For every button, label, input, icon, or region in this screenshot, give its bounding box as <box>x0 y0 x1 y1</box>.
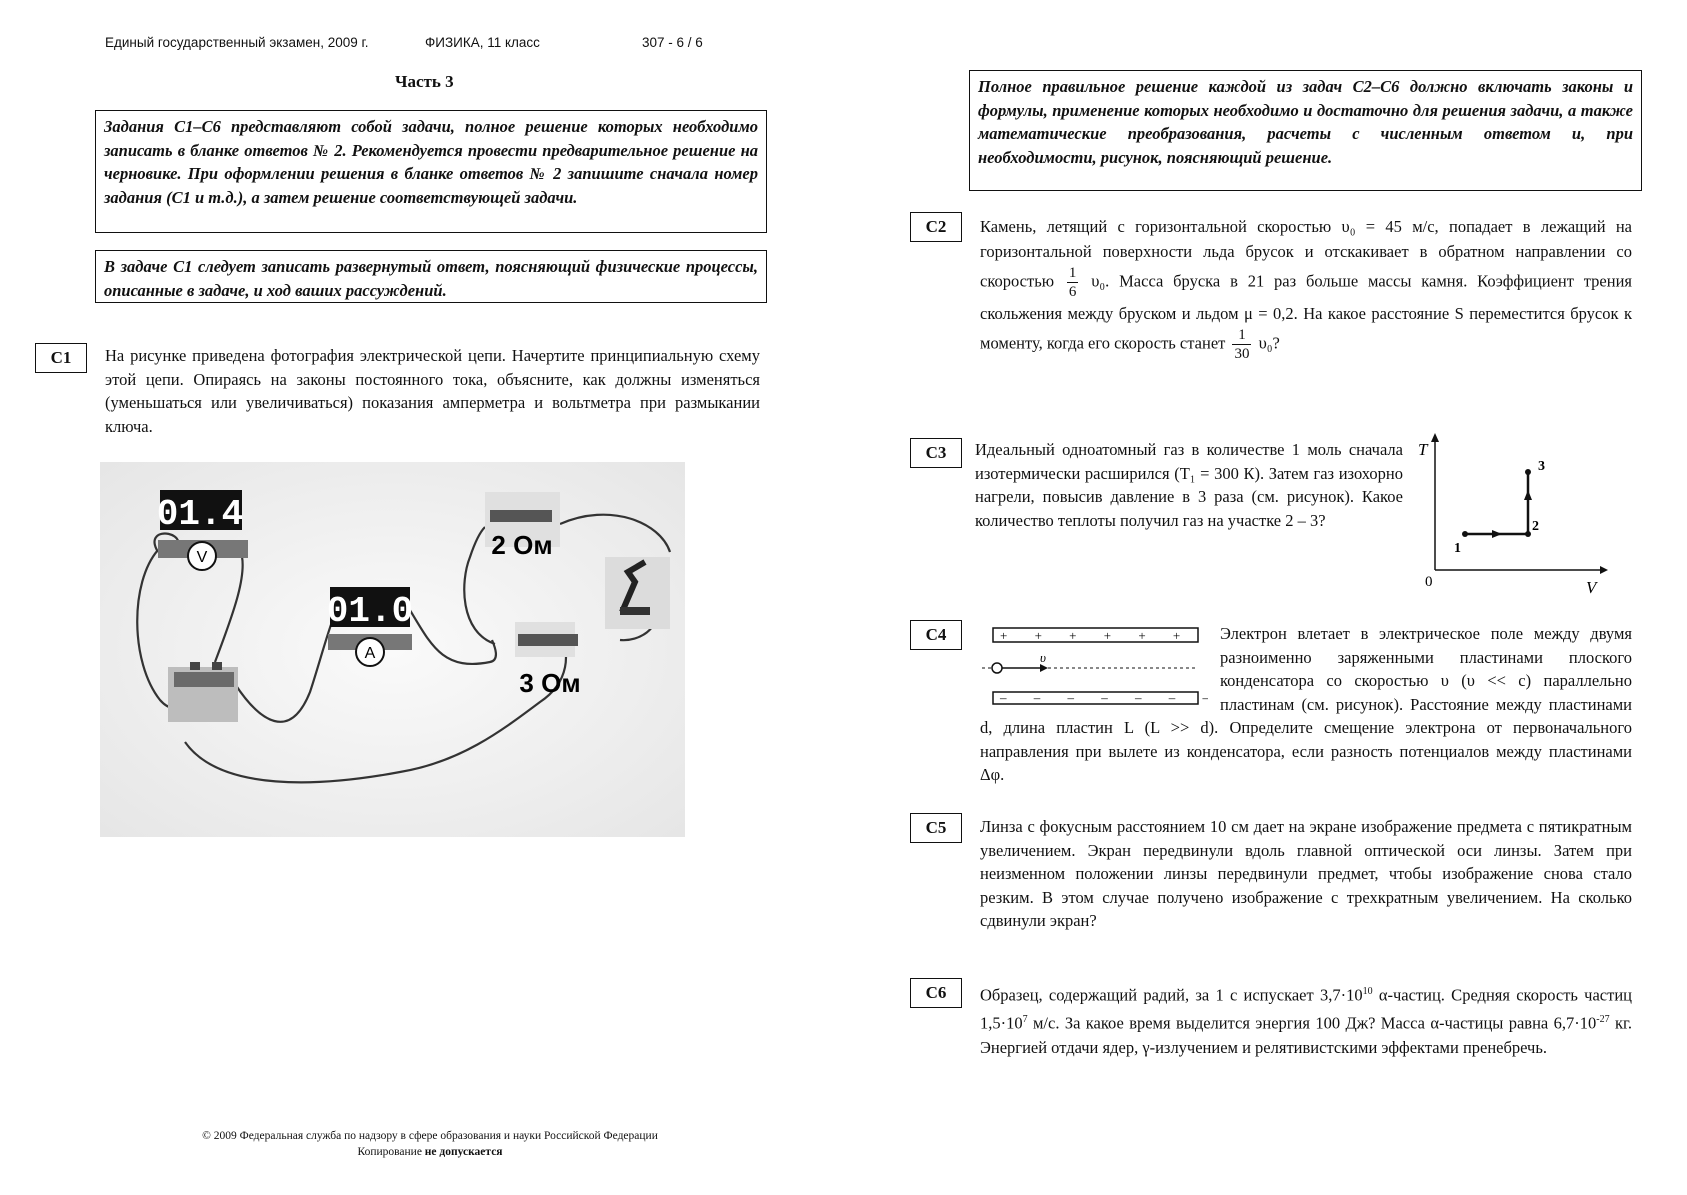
c3-label: C3 <box>910 438 962 468</box>
v-axis-arrow <box>1600 566 1608 574</box>
c2-label: C2 <box>910 212 962 242</box>
c1-label: C1 <box>35 343 87 373</box>
ammeter-reading: 01.0 <box>326 591 414 632</box>
c2-frac2-den: 30 <box>1234 346 1250 362</box>
c6-exponent-3: -27 <box>1596 1014 1610 1025</box>
c6-text-2: α-частиц. Средняя скорость частиц 1,5·10 <box>980 985 1632 1033</box>
resistor-2ohm <box>485 492 560 560</box>
instructions-box: Задания С1–С6 представляют собой задачи, полное решение которых необходимо записать в бланке ответов № 2. Рекомендуется провести предварительное решение на черновике. При оформлении решения в бланке ответов № 2 запишите сначала номер задания (С1 и т.д.), а затем решение соответствующей задачи. <box>95 110 767 233</box>
resistor-2ohm-label: 2 Ом <box>491 530 553 560</box>
c2-text-part1: Камень, летящий с горизонтальной скоростью υ₀ = 45 м/с, попадает в лежащий на горизонтальной поверхности льда брусок и отскакивает в обратном направлении со скоростью <box>980 217 1632 291</box>
c6-text-1: Образец, содержащий радий, за 1 с испускает 3,7·10 <box>980 985 1363 1005</box>
point-3-label: 3 <box>1538 459 1545 474</box>
c6-exponent-2: 7 <box>1022 1014 1028 1025</box>
circuit-photo-svg <box>100 462 685 837</box>
c5-text: Линза с фокусным расстоянием 10 см дает на экране изображение предмета с пятикратным увеличением. Экран передвинули вдоль главной оптической оси линзы. Затем при неизменном положении линзы передвинули предмет, чтобы изображение снова стало резким. В этом случае получено изображение с трехкратным увеличением. На сколько сдвинули экран? <box>980 817 1632 930</box>
footer-copy-forbidden: не допускается <box>424 1146 503 1158</box>
circuit-photo <box>100 462 685 837</box>
c3-text: Идеальный одноатомный газ в количестве 1 моль сначала изотермически расширился (T₁ = 300 К). Затем газ изохорно нагрели, повысив давление в 3 раза (см. рисунок). Какое количество теплоты получил газ на участке 2 – 3? <box>975 440 1403 530</box>
origin-label: 0 <box>1425 574 1433 590</box>
v-axis-label: V <box>1586 578 1597 597</box>
t-axis-arrow <box>1431 433 1439 442</box>
part-title: Часть 3 <box>395 72 454 91</box>
c2-text-part2: υ₀. Масса бруска в 21 раз больше массы камня. Коэффициент трения скольжения между бруском и льдом μ = 0,2. На какое расстояние S переместится брусок к моменту, когда его скорость станет <box>980 271 1633 353</box>
point-2-label: 2 <box>1532 519 1539 534</box>
footer-copy-notice <box>120 1144 740 1160</box>
c2-frac1-den: 6 <box>1068 284 1077 300</box>
ammeter-symbol: A <box>364 645 376 662</box>
footer-copyright: © 2009 Федеральная служба по надзору в сфере образования и науки Российской Федерации <box>202 1130 658 1142</box>
t-axis-label: T <box>1418 440 1428 459</box>
voltmeter-symbol: V <box>196 549 208 566</box>
bottom-plate-charges: – – – – – – – <box>1000 690 1208 705</box>
c6-text <box>980 980 1632 1061</box>
footer <box>120 1128 740 1160</box>
tv-graph <box>1410 430 1610 600</box>
point-1-label: 1 <box>1454 541 1461 556</box>
tv-graph-svg <box>1410 430 1610 600</box>
footer-copy-prefix: Копирование <box>357 1146 422 1158</box>
exam-title: Единый государственный экзамен, 2009 г. <box>105 35 369 50</box>
c2-frac1-num: 1 <box>1068 265 1077 281</box>
switch <box>605 557 670 629</box>
segment-2-3-arrow <box>1524 490 1532 500</box>
c4-figure-spacer <box>980 622 1220 714</box>
velocity-label: υ <box>1040 650 1046 665</box>
c1-instructions-box: В задаче С1 следует записать развернутый ответ, поясняющий физические процессы, описанные в задаче, и ход ваших рассуждений. <box>95 250 767 303</box>
page-number: 307 - 6 / 6 <box>642 35 703 50</box>
c4-text-content: Электрон влетает в электрическое поле между двумя разноименно заряженными пластинами плоского конденсатора со скоростью υ (υ << c) параллельно пластинам (см. рисунок). Расстояние между пластинами d, длина пластин L (L >> d). Определите смещение электрона от первоначального направления при вылете из конденсатора, если разность потенциалов между пластинами Δφ. <box>980 624 1632 784</box>
c5-label: C5 <box>910 813 962 843</box>
subject-label: ФИЗИКА, 11 класс <box>425 35 540 50</box>
c4-text <box>980 622 1632 787</box>
point-3 <box>1525 469 1531 475</box>
point-1 <box>1462 531 1468 537</box>
c2-frac2-num: 1 <box>1232 326 1251 345</box>
top-plate-charges: + + + + + + + <box>1000 628 1208 643</box>
c6-text-4: кг. Энергией отдачи ядер, γ-излучением и релятивистскими эффектами пренебречь. <box>980 1013 1632 1057</box>
c2-text-part3: υ₀? <box>1258 333 1280 353</box>
c2-c6-instructions-box: Полное правильное решение каждой из задач С2–С6 должно включать законы и формулы, применение которых необходимо и достаточно для решения задачи, а также математические преобразования, расчеты с численным ответом и, при необходимости, рисунок, поясняющий решение. <box>969 70 1642 191</box>
c6-text-3: м/с. За какое время выделится энергия 100 Дж? Масса α-частицы равна 6,7·10 <box>1027 1013 1597 1033</box>
point-2 <box>1525 531 1531 537</box>
voltmeter-reading: 01.4 <box>156 494 244 535</box>
voltmeter <box>157 490 248 570</box>
c1-text: На рисунке приведена фотография электрической цепи. Начертите принципиальную схему этой цепи. Опираясь на законы постоянного тока, объясните, как должны изменяться (уменьшаться или увеличиваться) показания амперметра и вольтметра при размыкании ключа. <box>105 346 760 436</box>
resistor-3ohm-label: 3 Ом <box>519 668 581 698</box>
c4-label: C4 <box>910 620 962 650</box>
c2-fraction-1-6 <box>1067 264 1079 301</box>
battery <box>168 662 238 722</box>
c6-exponent-1: 10 <box>1362 986 1373 997</box>
segment-1-2-arrow <box>1492 530 1502 538</box>
c2-fraction-1-30 <box>1232 326 1251 363</box>
c6-label: C6 <box>910 978 962 1008</box>
c2-text <box>980 214 1632 363</box>
